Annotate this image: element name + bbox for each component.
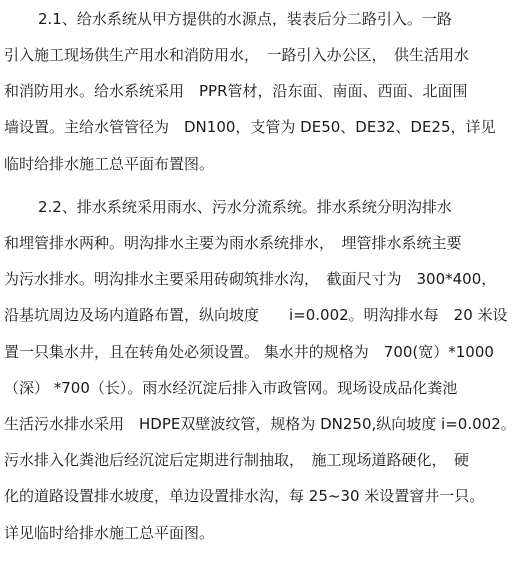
paragraph-2-2-line-8: 污水排入化粪池后经沉淀后定期进行制抽取， 施工现场道路硬化， 硬 (4, 451, 470, 469)
paragraph-2-2-line-4: 沿基坑周边及场内道路布置，纵向坡度 i=0.002。明沟排水每 20 米设 (4, 306, 508, 324)
paragraph-2-1-line-4: 墙设置。主给水管管径为 DN100，支管为 DE50、DE32、DE25，详见 (4, 118, 496, 136)
paragraph-2-2-line-3: 为污水排水。明沟排水主要采用砖砌筑排水沟， 截面尺寸为 300*400， (4, 270, 497, 288)
paragraph-2-2-line-5: 置一只集水井，且在转角处必须设置。 集水井的规格为 700(宽）*1000 (4, 343, 494, 361)
paragraph-2-2-line-1: 2.2、排水系统采用雨水、污水分流系统。排水系统分明沟排水 (38, 198, 452, 216)
paragraph-2-1-line-3: 和消防用水。给水系统采用 PPR管材，沿东面、南面、西面、北面围 (4, 82, 468, 100)
paragraph-2-2-line-2: 和埋管排水两种。明沟排水主要为雨水系统排水， 埋管排水系统主要 (4, 234, 462, 252)
paragraph-2-1-line-1: 2.1、给水系统从甲方提供的水源点，装表后分二路引入。一路 (38, 10, 452, 28)
paragraph-2-1-line-2: 引入施工现场供生产用水和消防用水， 一路引入办公区， 供生活用水 (4, 46, 470, 64)
paragraph-2-2-line-7: 生活污水排水采用 HDPE双壁波纹管，规格为 DN250,纵向坡度 i=0.002。 (4, 415, 516, 433)
paragraph-2-2-line-9: 化的道路设置排水坡度，单边设置排水沟，每 25~30 米设置窨井一只。 (4, 487, 485, 505)
paragraph-2-1-line-5: 临时给排水施工总平面布置图。 (4, 155, 215, 173)
paragraph-2-2-line-6: （深） *700（长）。雨水经沉淀后排入市政管网。现场设成品化粪池 (4, 379, 458, 397)
paragraph-2-2-line-10: 详见临时给排水施工总平面图。 (4, 524, 215, 542)
